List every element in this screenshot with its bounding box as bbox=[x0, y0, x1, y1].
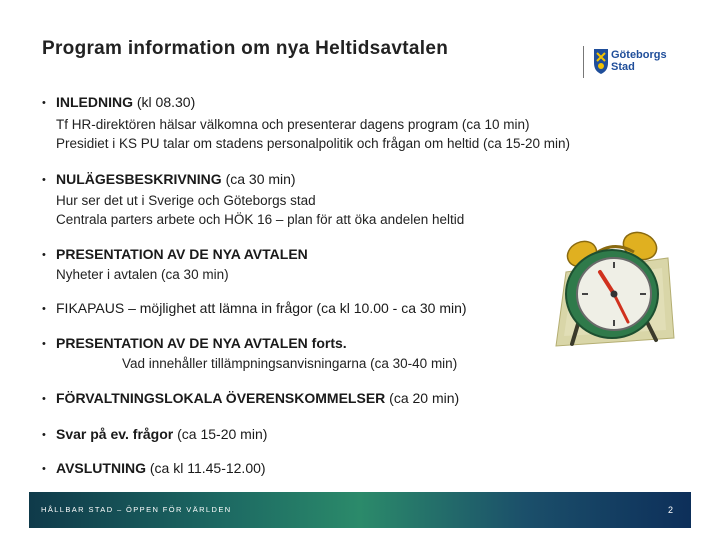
logo-line-1: Göteborgs bbox=[611, 49, 667, 61]
agenda-sub: Presidiet i KS PU talar om stadens personalpolitik och frågan om heltid (ca 15-20 min) bbox=[56, 136, 570, 151]
agenda-heading: INLEDNING bbox=[56, 94, 133, 110]
agenda-detail: (kl 08.30) bbox=[133, 94, 196, 110]
agenda-sub: Centrala parters arbete och HÖK 16 – plan för att öka andelen heltid bbox=[56, 212, 465, 227]
goteborg-crest-icon bbox=[592, 47, 610, 75]
agenda-sub: Hur ser det ut i Sverige och Göteborgs stad bbox=[56, 193, 316, 208]
bullet: • bbox=[42, 429, 46, 441]
alarm-clock-illustration bbox=[548, 228, 680, 356]
logo-line-2: Stad bbox=[611, 61, 635, 73]
agenda-heading: FÖRVALTNINGSLOKALA ÖVERENSKOMMELSER bbox=[56, 390, 386, 406]
bullet: • bbox=[42, 463, 46, 475]
agenda-item-inledning bbox=[42, 94, 195, 110]
agenda-detail: (ca 30 min) bbox=[221, 171, 296, 187]
bullet: • bbox=[42, 338, 46, 350]
agenda-detail: (ca 20 min) bbox=[385, 390, 460, 406]
agenda-detail: (ca 15-20 min) bbox=[173, 426, 268, 442]
bullet: • bbox=[42, 174, 46, 186]
logo-wordmark bbox=[611, 49, 667, 73]
agenda-item-nulage bbox=[42, 171, 296, 187]
bullet: • bbox=[42, 97, 46, 109]
agenda-sub: Tf HR-direktören hälsar välkomna och presenterar dagens program (ca 10 min) bbox=[56, 117, 530, 132]
goteborgs-stad-logo bbox=[583, 44, 693, 80]
agenda-item-svar bbox=[42, 426, 267, 442]
agenda-item-forvaltning bbox=[42, 390, 459, 406]
agenda-sub: Vad innehåller tillämpningsanvisningarna (ca 30-40 min) bbox=[122, 356, 458, 371]
agenda-detail: (ca kl 11.45-12.00) bbox=[145, 460, 266, 476]
agenda-item-fikapaus bbox=[42, 300, 467, 316]
agenda-heading: AVSLUTNING bbox=[56, 460, 146, 476]
page-title: Program information om nya Heltidsavtalen bbox=[42, 38, 449, 59]
logo-divider bbox=[583, 46, 584, 78]
page-number: 2 bbox=[667, 505, 673, 515]
agenda-heading: NULÄGESBESKRIVNING bbox=[56, 171, 222, 187]
agenda-item-avslutning bbox=[42, 460, 266, 476]
footer-bar bbox=[29, 492, 691, 528]
agenda-sub: Nyheter i avtalen (ca 30 min) bbox=[56, 267, 229, 282]
agenda-heading: Svar på ev. frågor bbox=[56, 426, 174, 442]
footer-slogan: HÅLLBAR STAD – ÖPPEN FÖR VÄRLDEN bbox=[41, 505, 232, 514]
agenda-detail: FIKAPAUS – möjlighet att lämna in frågor (ca kl 10.00 - ca 30 min) bbox=[56, 300, 467, 316]
bullet: • bbox=[42, 393, 46, 405]
agenda-heading: PRESENTATION AV DE NYA AVTALEN bbox=[56, 246, 308, 262]
agenda-item-presentation-forts bbox=[42, 335, 347, 351]
bullet: • bbox=[42, 303, 46, 315]
bullet: • bbox=[42, 249, 46, 261]
agenda-item-presentation bbox=[42, 246, 308, 262]
agenda-heading: PRESENTATION AV DE NYA AVTALEN forts. bbox=[56, 335, 347, 351]
